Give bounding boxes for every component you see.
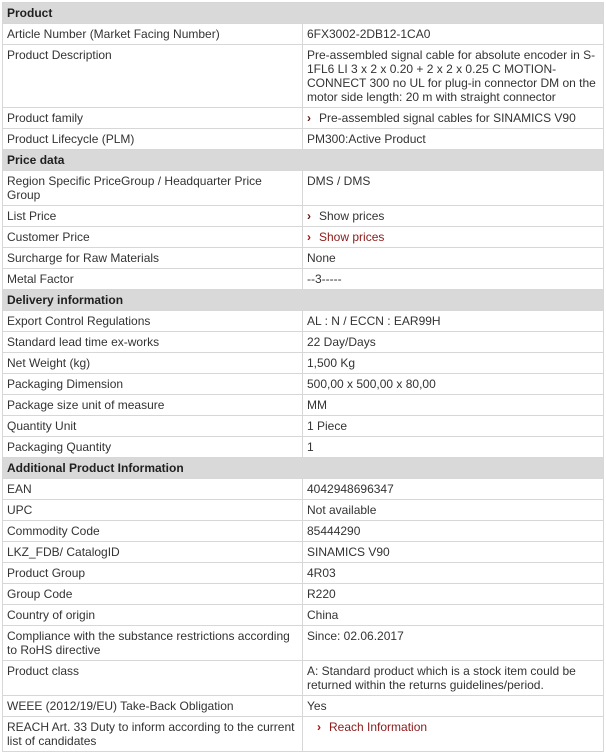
link-label: Show prices (319, 230, 385, 244)
row-value: R220 (303, 584, 604, 605)
row-value: SINAMICS V90 (303, 542, 604, 563)
row-label: Country of origin (3, 605, 303, 626)
table-row (3, 248, 604, 269)
table-row (3, 353, 604, 374)
row-value: A: Standard product which is a stock item could be returned within the returns guidelines/period. (303, 661, 604, 696)
chevron-right-icon: › (317, 720, 321, 734)
table-row (3, 500, 604, 521)
table-row (3, 416, 604, 437)
row-value: 4R03 (303, 563, 604, 584)
row-label: Product class (3, 661, 303, 696)
row-label: Commodity Code (3, 521, 303, 542)
row-value: 6FX3002-2DB12-1CA0 (303, 24, 604, 45)
row-label: Package size unit of measure (3, 395, 303, 416)
row-value (303, 206, 604, 227)
table-row (3, 171, 604, 206)
link-label: Reach Information (329, 720, 428, 734)
show-link[interactable] (307, 209, 384, 223)
show-link[interactable] (307, 111, 576, 125)
row-label: Packaging Quantity (3, 437, 303, 458)
row-label: Metal Factor (3, 269, 303, 290)
table-row (3, 521, 604, 542)
row-value: DMS / DMS (303, 171, 604, 206)
row-value: Pre-assembled signal cable for absolute encoder in S-1FL6 LI 3 x 2 x 0.20 + 2 x 2 x 0.25 C MOTION-CONNECT 300 no UL for plug-in connector DM on the motor side length: 20 m with straight connector (303, 45, 604, 108)
section-header (3, 150, 604, 171)
row-value (303, 108, 604, 129)
row-value: 1 (303, 437, 604, 458)
show-link[interactable] (307, 230, 384, 244)
table-row (3, 45, 604, 108)
table-row (3, 395, 604, 416)
row-label: LKZ_FDB/ CatalogID (3, 542, 303, 563)
row-value: 1 Piece (303, 416, 604, 437)
row-value: Yes (303, 696, 604, 717)
table-row (3, 374, 604, 395)
row-value: MM (303, 395, 604, 416)
table-row (3, 437, 604, 458)
row-label: Product Lifecycle (PLM) (3, 129, 303, 150)
section-header (3, 290, 604, 311)
table-row (3, 584, 604, 605)
row-value: China (303, 605, 604, 626)
row-value: 4042948696347 (303, 479, 604, 500)
row-label: REACH Art. 33 Duty to inform according to the current list of candidates (3, 717, 303, 752)
section-header (3, 3, 604, 24)
row-value: None (303, 248, 604, 269)
row-label: Product family (3, 108, 303, 129)
chevron-right-icon: › (307, 230, 311, 244)
row-value: 500,00 x 500,00 x 80,00 (303, 374, 604, 395)
row-label: EAN (3, 479, 303, 500)
row-label: Net Weight (kg) (3, 353, 303, 374)
link-label: Show prices (319, 209, 385, 223)
chevron-right-icon: › (307, 209, 311, 223)
table-row (3, 269, 604, 290)
row-value: AL : N / ECCN : EAR99H (303, 311, 604, 332)
row-value: Since: 02.06.2017 (303, 626, 604, 661)
section-title: Price data (3, 150, 604, 171)
table-row (3, 24, 604, 45)
row-value (303, 227, 604, 248)
table-row (3, 129, 604, 150)
row-label: Standard lead time ex-works (3, 332, 303, 353)
table-row (3, 626, 604, 661)
section-header (3, 458, 604, 479)
table-row (3, 717, 604, 752)
table-row (3, 661, 604, 696)
section-title: Additional Product Information (3, 458, 604, 479)
row-label: UPC (3, 500, 303, 521)
row-value: 1,500 Kg (303, 353, 604, 374)
table-row (3, 605, 604, 626)
row-label: Region Specific PriceGroup / Headquarter Price Group (3, 171, 303, 206)
row-value: Not available (303, 500, 604, 521)
link-label: Pre-assembled signal cables for SINAMICS V90 (319, 111, 576, 125)
row-label: Quantity Unit (3, 416, 303, 437)
row-label: Packaging Dimension (3, 374, 303, 395)
table-row (3, 696, 604, 717)
table-row (3, 332, 604, 353)
row-value: 85444290 (303, 521, 604, 542)
row-label: Product Group (3, 563, 303, 584)
row-label: WEEE (2012/19/EU) Take-Back Obligation (3, 696, 303, 717)
product-data-table (2, 2, 604, 752)
row-label: Customer Price (3, 227, 303, 248)
row-value (303, 717, 604, 752)
show-link[interactable] (307, 720, 427, 734)
row-label: Group Code (3, 584, 303, 605)
table-row (3, 479, 604, 500)
table-row (3, 542, 604, 563)
table-row (3, 563, 604, 584)
chevron-right-icon: › (307, 111, 311, 125)
row-label: List Price (3, 206, 303, 227)
section-title: Product (3, 3, 604, 24)
row-label: Surcharge for Raw Materials (3, 248, 303, 269)
row-value: PM300:Active Product (303, 129, 604, 150)
row-value: 22 Day/Days (303, 332, 604, 353)
table-row (3, 108, 604, 129)
table-row (3, 311, 604, 332)
row-label: Compliance with the substance restrictions according to RoHS directive (3, 626, 303, 661)
row-label: Article Number (Market Facing Number) (3, 24, 303, 45)
row-label: Product Description (3, 45, 303, 108)
table-row (3, 227, 604, 248)
section-title: Delivery information (3, 290, 604, 311)
row-label: Export Control Regulations (3, 311, 303, 332)
row-value: --3----- (303, 269, 604, 290)
table-row (3, 206, 604, 227)
